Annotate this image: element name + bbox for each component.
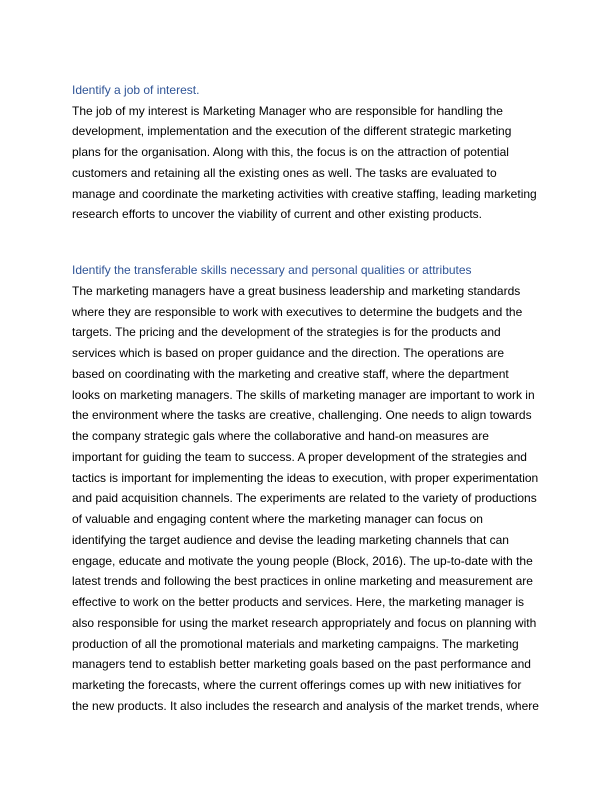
paragraph-line: based on coordinating with the marketing and creative staff, where the department: [72, 366, 509, 381]
section-heading-job-of-interest: Identify a job of interest.: [72, 83, 200, 97]
paragraph-line: manage and coordinate the marketing activities with creative staffing, leading marketing: [72, 186, 537, 201]
paragraph-line: managers tend to establish better marketing goals based on the past performance and: [72, 657, 531, 672]
paragraph-line: tactics is important for implementing the ideas to execution, with proper experimentation: [72, 470, 539, 485]
paragraph-line: and paid acquisition channels. The experiments are related to the variety of productions: [72, 491, 537, 506]
section-paragraph-job-of-interest: [72, 101, 542, 226]
section-heading-transferable-skills: Identify the transferable skills necessary and personal qualities or attributes: [72, 263, 472, 278]
paragraph-line: latest trends and following the best practices in online marketing and measurement are: [72, 574, 533, 589]
paragraph-line: targets. The pricing and the development of the strategies is for the products and: [72, 325, 501, 340]
paragraph-line: the new products. It also includes the research and analysis of the market trends, where: [72, 698, 539, 713]
paragraph-line: plans for the organisation. Along with this, the focus is on the attraction of potential: [72, 145, 509, 160]
paragraph-line: development, implementation and the execution of the different strategic marketing: [72, 124, 512, 139]
paragraph-line: The job of my interest is Marketing Manager who are responsible for handling the: [72, 103, 503, 118]
paragraph-line: important for guiding the team to success. A proper development of the strategies and: [72, 449, 527, 464]
paragraph-line: looks on marketing managers. The skills of marketing manager are important to work in: [72, 387, 535, 402]
paragraph-line: production of all the promotional materials and marketing campaigns. The marketing: [72, 636, 519, 651]
paragraph-line: research efforts to uncover the viability of current and other existing products.: [72, 207, 482, 222]
paragraph-line: where they are responsible to work with executives to determine the budgets and the: [72, 304, 523, 319]
paragraph-line: customers and retaining all the existing ones as well. The tasks are evaluated to: [72, 165, 497, 180]
document-content: [72, 80, 542, 717]
paragraph-line: engage, educate and motivate the young people (Block, 2016). The up-to-date with the: [72, 553, 533, 568]
paragraph-line: of valuable and engaging content where the marketing manager can focus on: [72, 512, 483, 527]
paragraph-line: services which is based on proper guidance and the direction. The operations are: [72, 346, 505, 361]
paragraph-line: the environment where the tasks are creative, challenging. One needs to align towards: [72, 408, 532, 423]
paragraph-line: the company strategic gals where the collaborative and hand-on measures are: [72, 429, 489, 444]
paragraph-line: identifying the target audience and devise the leading marketing channels that can: [72, 532, 509, 547]
paragraph-line: also responsible for using the market research appropriately and focus on planning with: [72, 615, 537, 630]
paragraph-line: marketing the forecasts, where the current offerings comes up with new initiatives for: [72, 678, 522, 693]
section-spacer: [72, 225, 542, 260]
paragraph-line: effective to work on the better products and services. Here, the marketing manager is: [72, 595, 525, 610]
paragraph-line: The marketing managers have a great business leadership and marketing standards: [72, 283, 521, 298]
section-paragraph-transferable-skills: [72, 281, 542, 717]
